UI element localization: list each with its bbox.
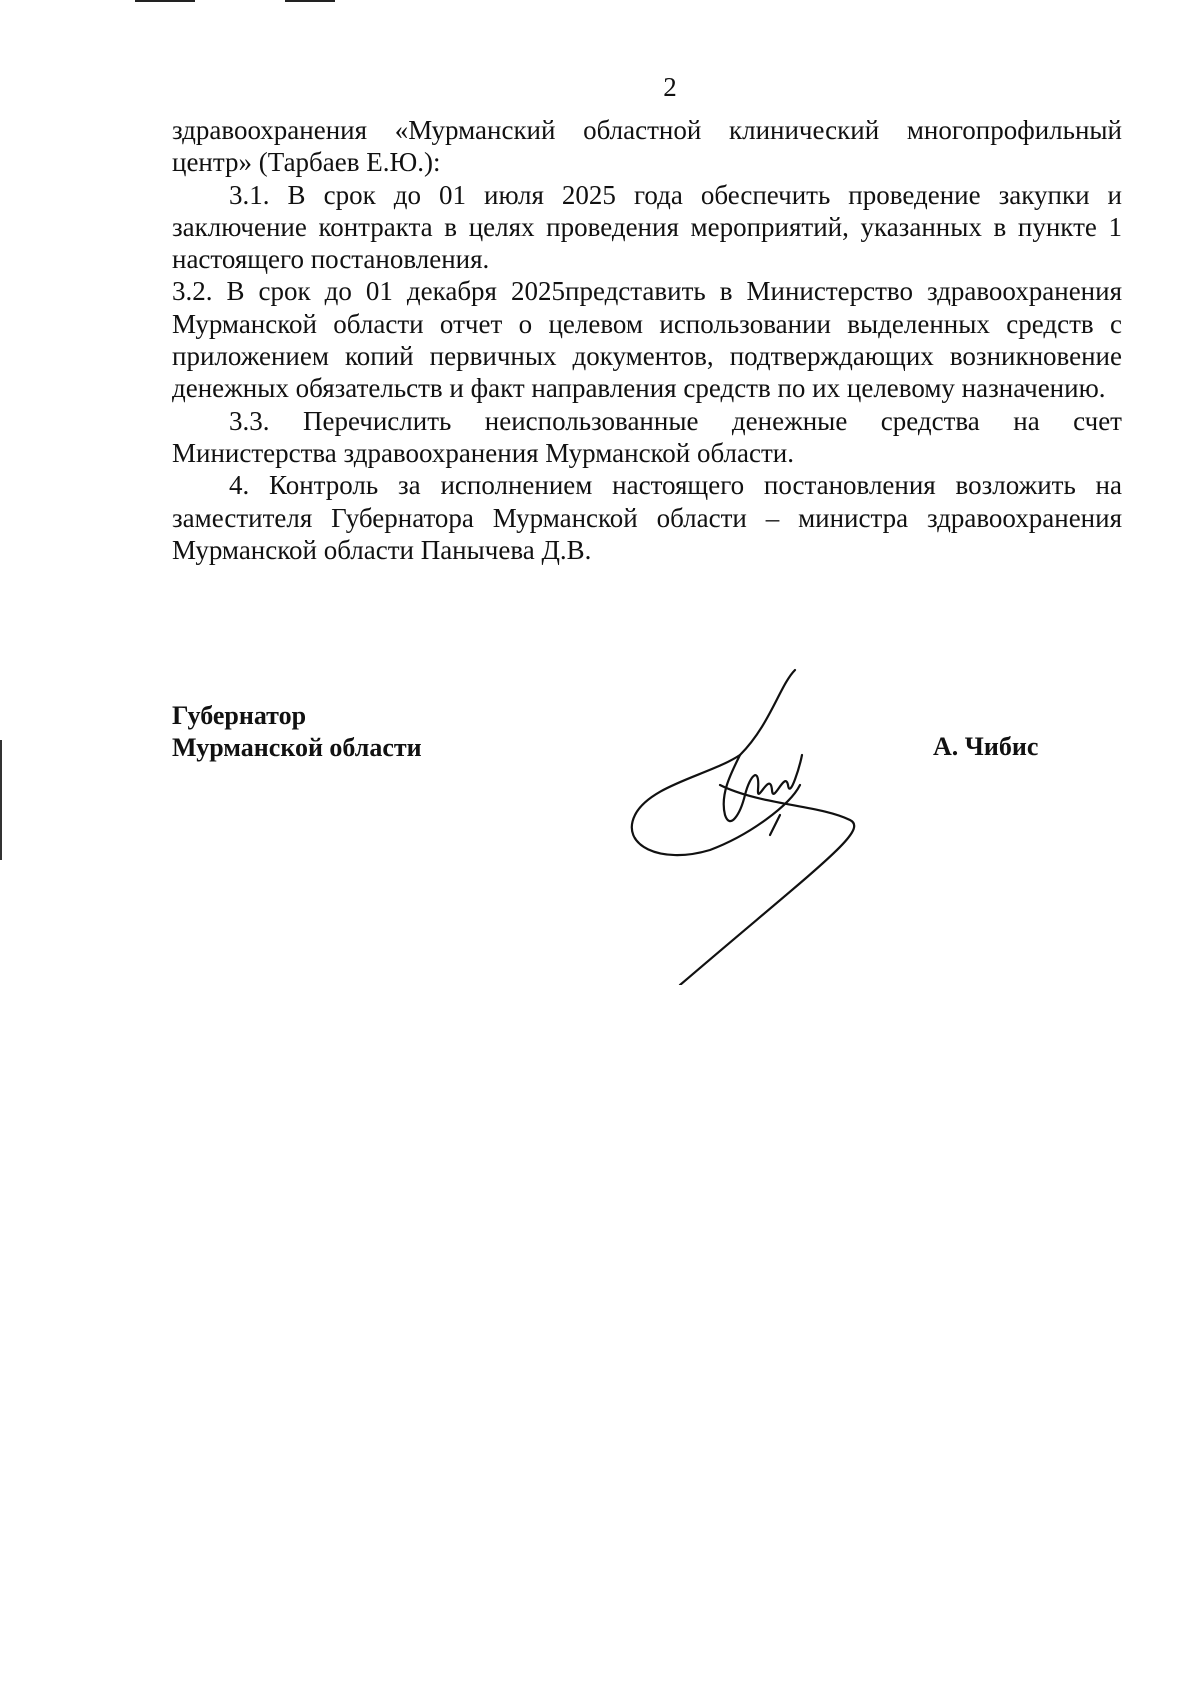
handwritten-signature	[620, 665, 880, 985]
document-body	[172, 114, 1122, 566]
position-line: Мурманской области	[172, 733, 422, 762]
signer-name: А. Чибис	[933, 732, 1039, 761]
position-line: Губернатор	[172, 701, 307, 730]
signature-position	[172, 700, 422, 764]
scan-mark	[285, 0, 335, 2]
scan-mark	[135, 0, 195, 2]
scan-edge	[0, 740, 2, 860]
page-number: 2	[663, 72, 677, 102]
paragraph: здравоохранения «Мурманский областной клинический многопрофильный центр» (Тарбаев Е.Ю.):	[172, 115, 1122, 178]
paragraph: 4. Контроль за исполнением настоящего постановления возложить на заместителя Губернатора Мурманской области – министра здравоохранения Мурманской области Панычева Д.В.	[172, 470, 1122, 565]
paragraph: 3.3. Перечислить неиспользованные денежные средства на счет Министерства здравоохранения Мурманской области.	[172, 405, 1122, 468]
paragraph: 3.1. В срок до 01 июля 2025 года обеспечить проведение закупки и заключение контракта в целях проведения мероприятий, указанных в пункте 1 настоящего постановления.	[172, 179, 1122, 275]
paragraph: 3.2. В срок до 01 декабря 2025представить в Министерство здравоохранения Мурманской области отчет о целевом использовании выделенных средств с приложением копий первичных документов, подтверждающих возникновение денежных обязательств и факт направления средств по их целевому назначению.	[172, 276, 1122, 404]
